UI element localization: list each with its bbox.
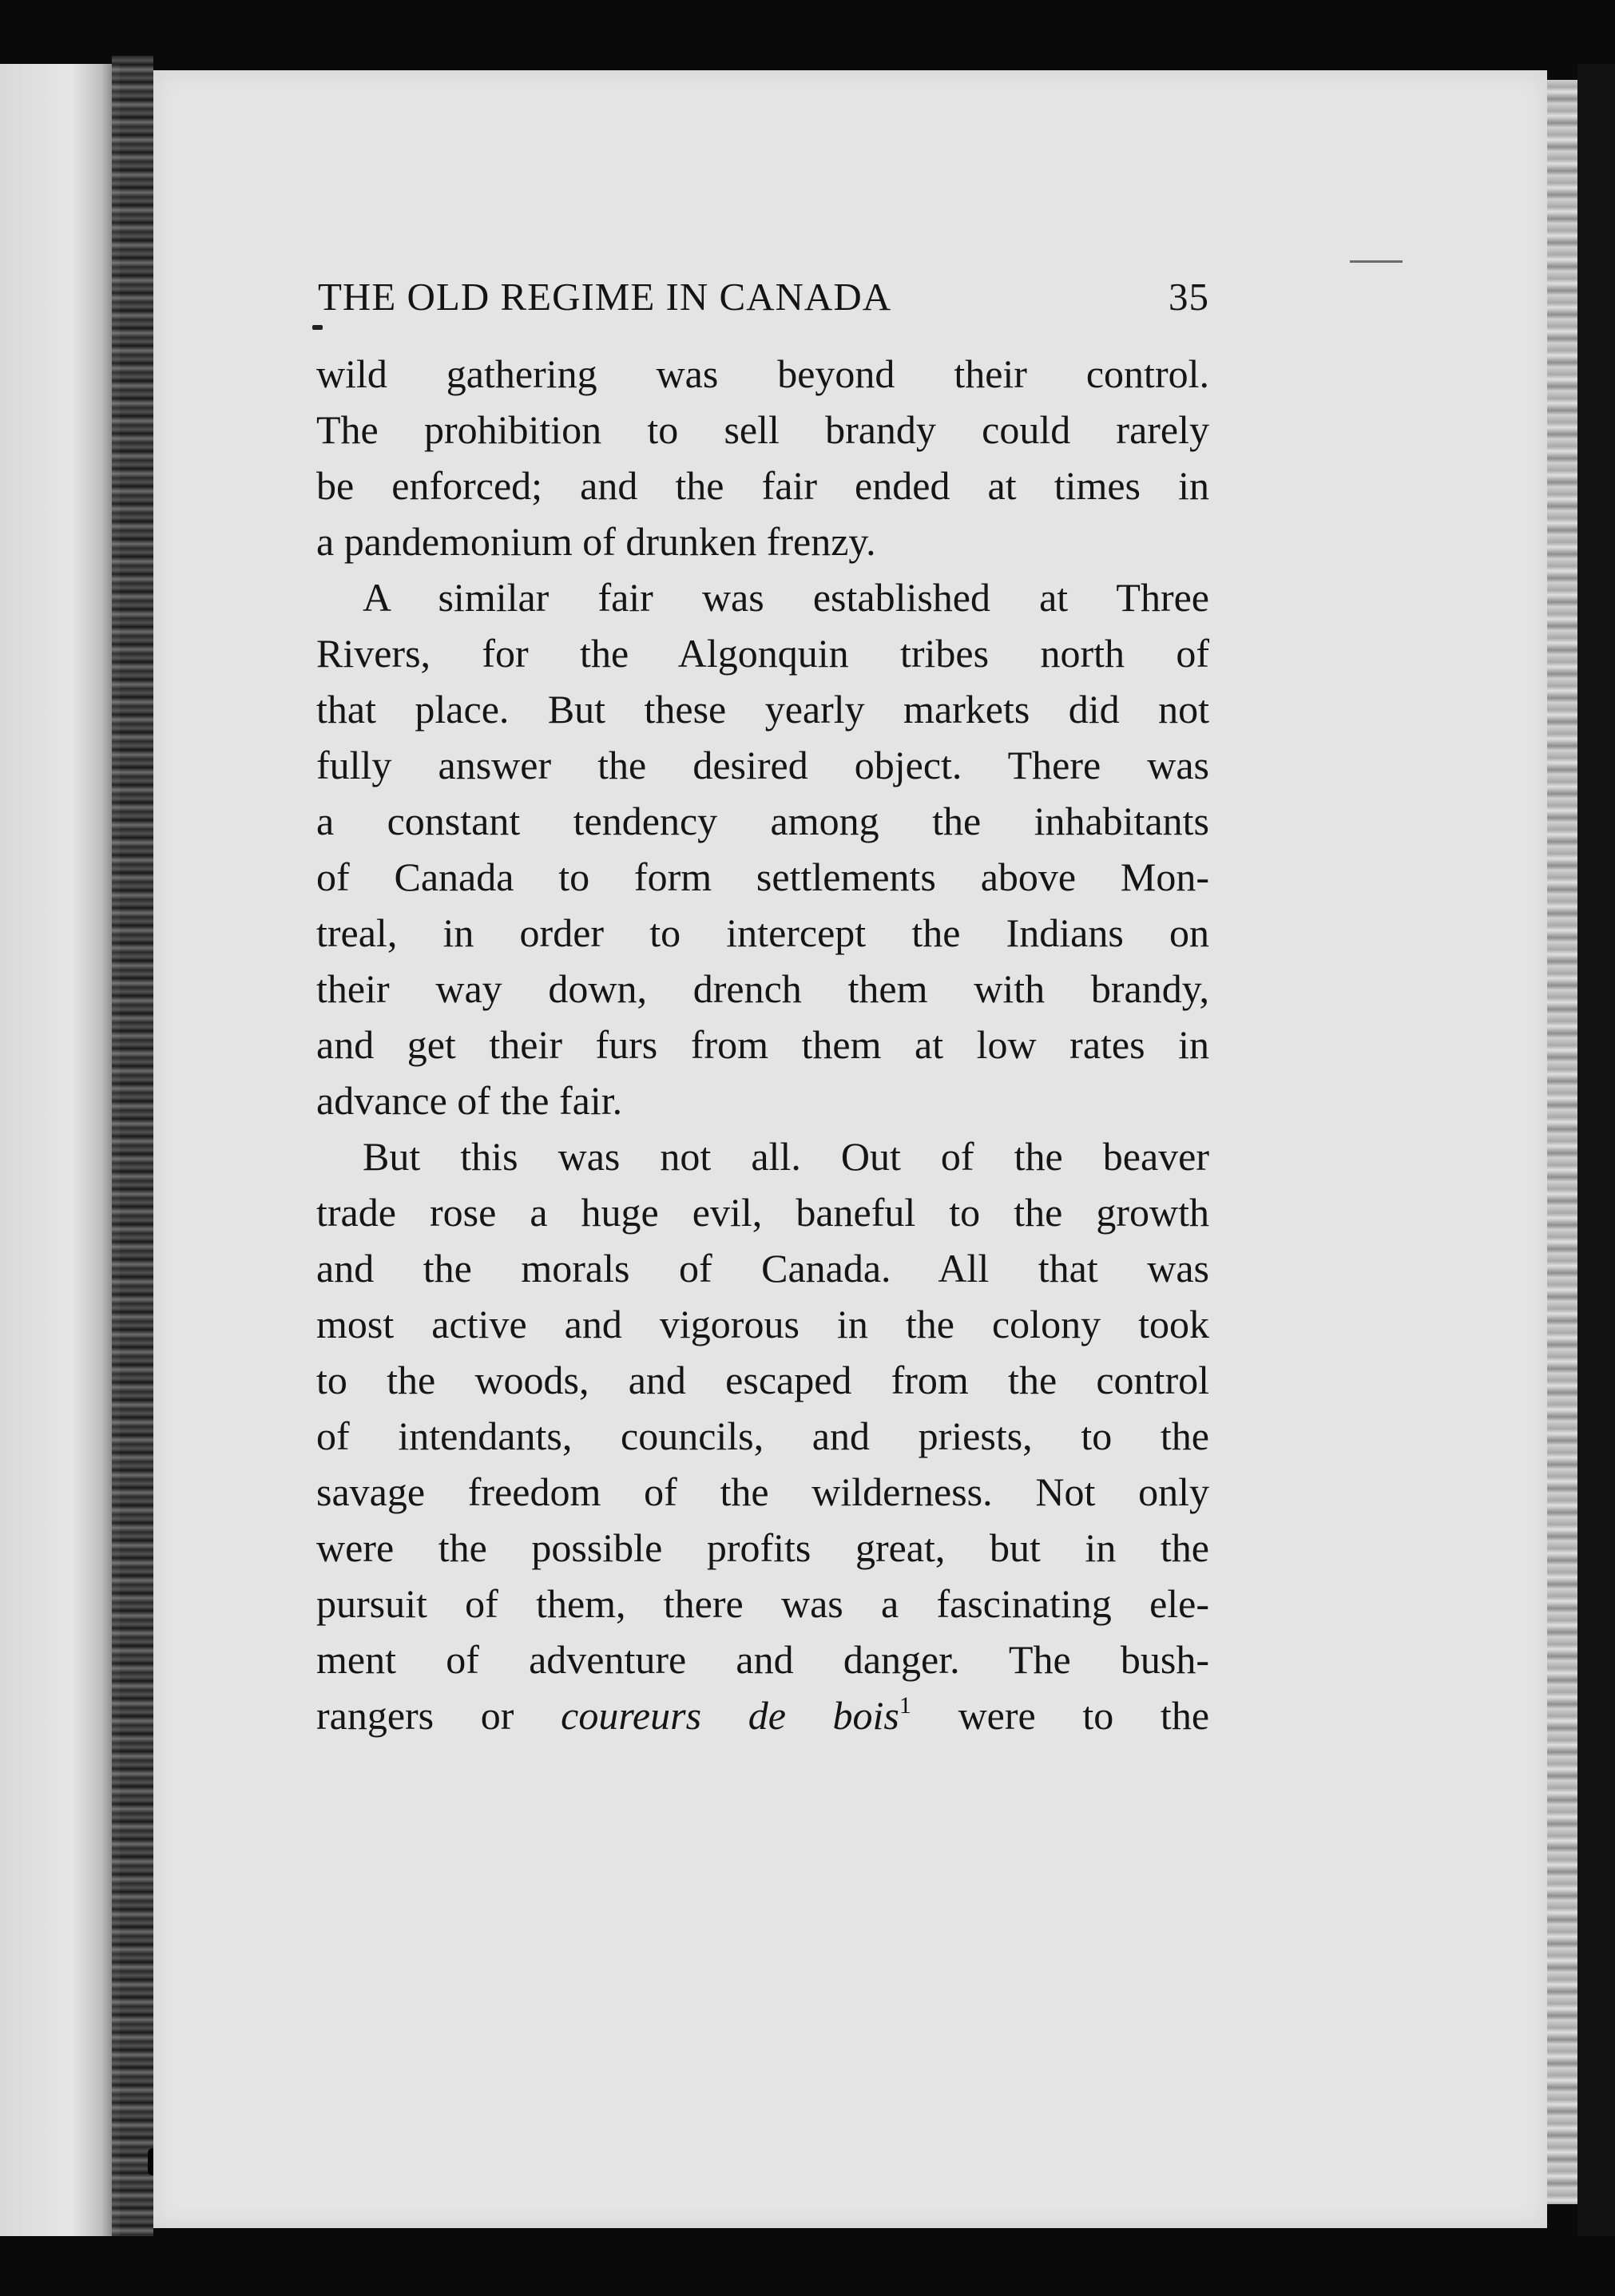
text-line: were the possible profits great, but in the [316, 1525, 1209, 1570]
right-page-edge [1547, 80, 1577, 2204]
text-line: of Canada to form settlements above Mon- [316, 855, 1209, 899]
text-line: The prohibition to sell brandy could rarely [316, 407, 1209, 452]
text-line: But this was not all. Out of the beaver [363, 1134, 1209, 1179]
text-fragment: rangers or [316, 1693, 561, 1738]
page-number: 35 [1169, 274, 1209, 319]
text-line: of intendants, councils, and priests, to the [316, 1414, 1209, 1458]
text-line: their way down, drench them with brandy, [316, 966, 1209, 1011]
text-line: pursuit of them, there was a fascinating ele- [316, 1581, 1209, 1626]
text-line: most active and vigorous in the colony took [316, 1302, 1209, 1346]
text-line: savage freedom of the wilderness. Not only [316, 1469, 1209, 1514]
left-page-edge [0, 64, 120, 2236]
text-line: fully answer the desired object. There was [316, 743, 1209, 787]
text-line: be enforced; and the fair ended at times in [316, 463, 1209, 508]
text-line: ment of adventure and danger. The bush- [316, 1637, 1209, 1682]
text-line: a constant tendency among the inhabitants [316, 799, 1209, 843]
text-line: and the morals of Canada. All that was [316, 1246, 1209, 1291]
text-fragment: were to the [911, 1693, 1210, 1738]
margin-mark [1350, 260, 1403, 263]
running-header [318, 268, 1209, 324]
header-mark [312, 325, 323, 330]
right-scan-border [1577, 64, 1615, 2236]
text-line: to the woods, and escaped from the control [316, 1358, 1209, 1402]
text-line: that place. But these yearly markets did not [316, 687, 1209, 732]
text-line: A similar fair was established at Three [363, 575, 1209, 620]
body-text [316, 346, 1209, 1743]
text-line: advance of the fair. [316, 1078, 623, 1123]
italic-phrase: coureurs de bois [561, 1693, 899, 1738]
text-line: a pandemonium of drunken frenzy. [316, 519, 876, 564]
text-line: treal, in order to intercept the Indians on [316, 910, 1209, 955]
text-line: Rivers, for the Algonquin tribes north of [316, 631, 1209, 676]
text-line: trade rose a huge evil, baneful to the growth [316, 1190, 1209, 1235]
book-binding-edge [112, 56, 153, 2236]
text-line: wild gathering was beyond their control. [316, 351, 1209, 396]
text-line-final [316, 1687, 1209, 1743]
running-title: THE OLD REGIME IN CANADA [318, 274, 892, 319]
footnote-mark: 1 [899, 1692, 911, 1719]
text-line: and get their furs from them at low rates in [316, 1022, 1209, 1067]
